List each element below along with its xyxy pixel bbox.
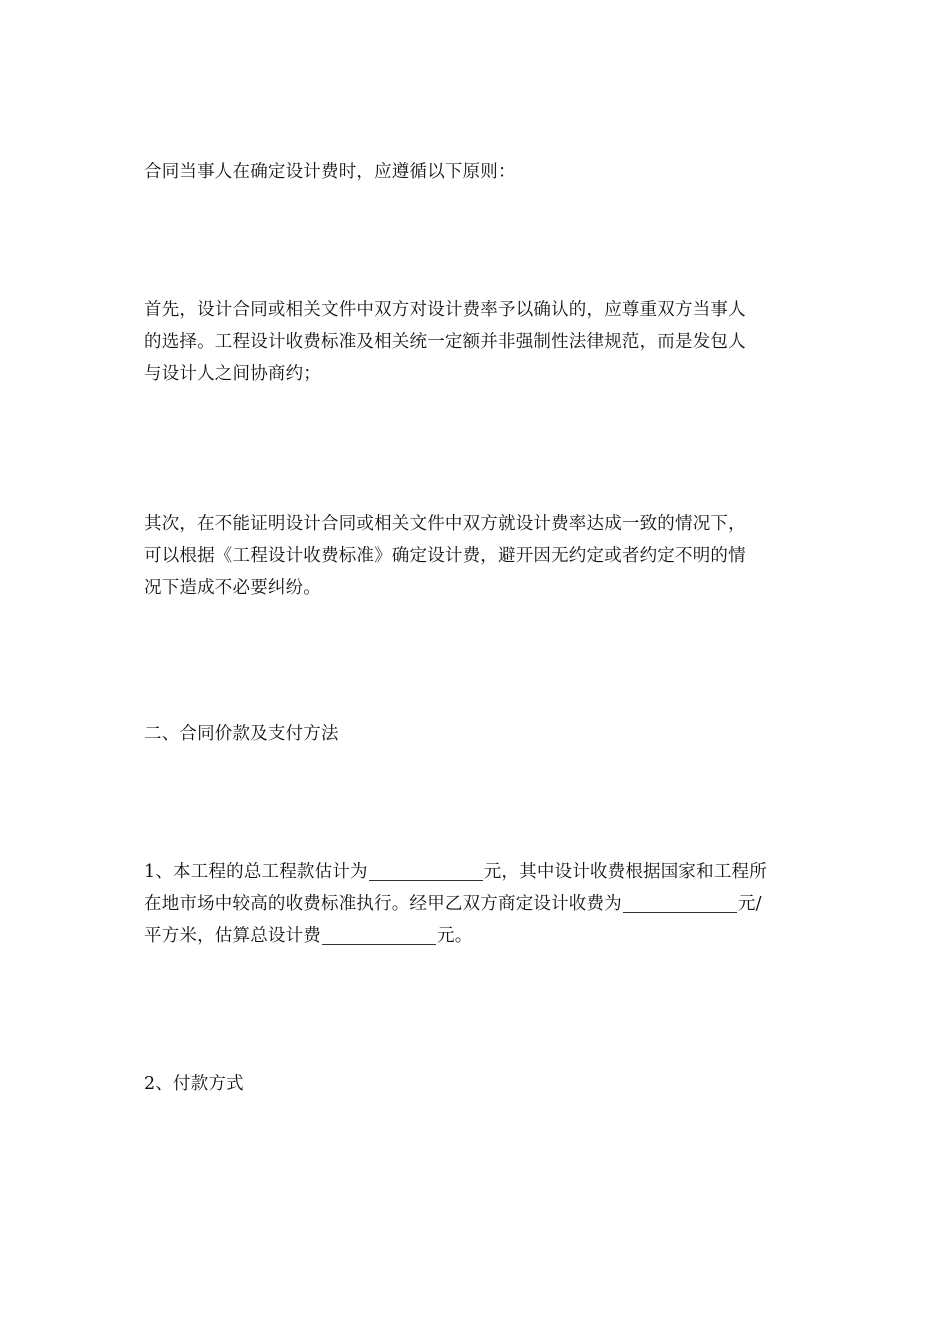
clause-text: 平方米，估算总设计费 (144, 926, 321, 946)
section-heading-text: 二、合同价款及支付方法 (144, 724, 339, 744)
paragraph-line (144, 888, 809, 920)
paragraph-line (144, 856, 809, 888)
principles-intro (144, 156, 809, 188)
principles-intro-text: 合同当事人在确定设计费时，应遵循以下原则： (144, 162, 516, 182)
paragraph-line: 与设计人之间协商约； (144, 364, 321, 384)
paragraph-line: 首先，设计合同或相关文件中双方对设计费率予以确认的，应尊重双方当事人 (144, 300, 746, 320)
clause-text: 元，其中设计收费根据国家和工程所 (483, 862, 767, 882)
price-clause-paragraph (144, 856, 809, 952)
second-principle-paragraph (144, 508, 809, 604)
clause-text: 在地市场中较高的收费标准执行。经甲乙双方商定设计收费为 (144, 894, 622, 914)
section-heading (144, 718, 809, 750)
clause-text: 元/ (737, 894, 762, 914)
clause-text: 1、本工程的总工程款估计为 (144, 862, 368, 882)
payment-method-heading (144, 1068, 809, 1100)
paragraph-line: 的选择。工程设计收费标准及相关统一定额并非强制性法律规范，而是发包人 (144, 332, 746, 352)
payment-method-text: 2、付款方式 (144, 1074, 244, 1094)
clause-text: 元。 (437, 926, 473, 946)
paragraph-line: 可以根据《工程设计收费标准》确定设计费，避开因无约定或者约定不明的情 (144, 546, 746, 566)
paragraph-line: 况下造成不必要纠纷。 (144, 578, 321, 598)
first-principle-paragraph (144, 294, 809, 390)
total-price-blank (369, 862, 483, 881)
total-fee-blank (322, 926, 436, 945)
paragraph-line (144, 920, 809, 952)
paragraph-line: 其次，在不能证明设计合同或相关文件中双方就设计费率达成一致的情况下， (144, 514, 746, 534)
unit-fee-blank (623, 894, 737, 913)
